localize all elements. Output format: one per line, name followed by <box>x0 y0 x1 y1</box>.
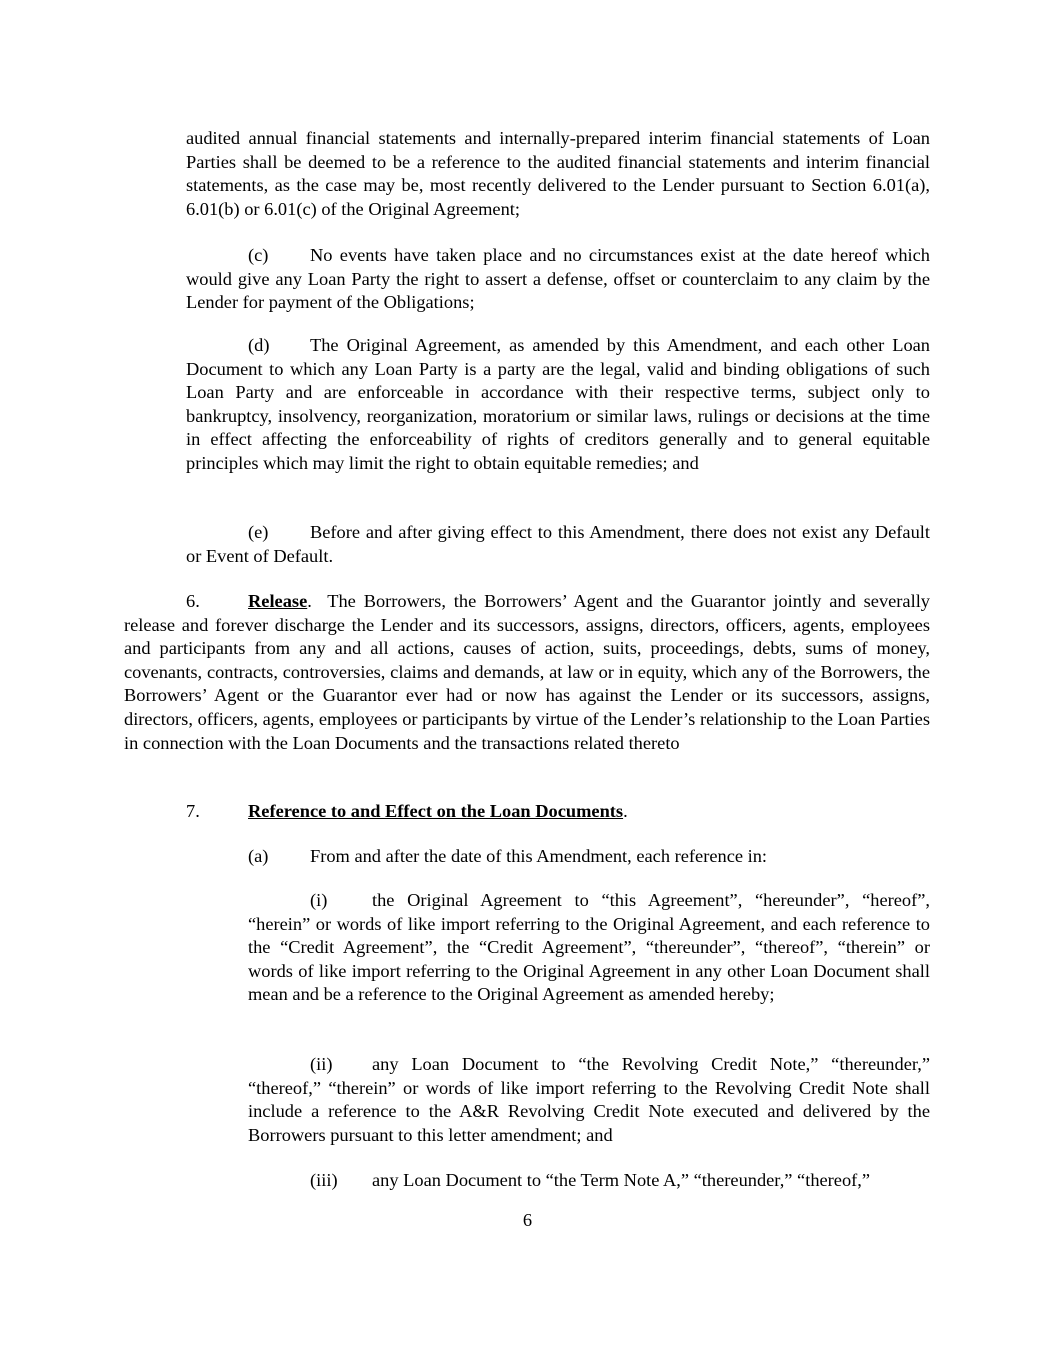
section-7-heading: Reference to and Effect on the Loan Documents <box>248 801 624 821</box>
section-7-paragraph-a <box>248 845 930 869</box>
paragraph-e <box>186 521 930 568</box>
item-i <box>248 889 930 1007</box>
paragraph-c-marker: (c) <box>248 245 269 265</box>
paragraph-e-marker: (e) <box>248 522 269 542</box>
item-iii-marker: (iii) <box>310 1170 338 1190</box>
section-7-number: 7. <box>186 801 200 821</box>
paragraph-b-text: audited annual financial statements and internally-prepared interim financial statements of Loan Parties shall be deemed to be a reference to the audited financial statements and interim financial statements, as the case may be, most recently delivered to the Lender pursuant to Section 6.01(a), 6.01(b) or 6.01(c) of the Original Agreement; <box>186 128 930 219</box>
section-6-heading-punct: . <box>307 591 312 611</box>
item-ii <box>248 1053 930 1147</box>
section-6-number: 6. <box>186 591 200 611</box>
paragraph-d <box>186 334 930 476</box>
item-iii <box>248 1169 930 1193</box>
section-6-release <box>124 590 930 755</box>
paragraph-d-text: The Original Agreement, as amended by this Amendment, and each other Loan Document to which any Loan Party is a party are the legal, valid and binding obligations of such Loan Party and are enforceable in accordance with their respective terms, subject only to bankruptcy, insolvency, reorganization, moratorium or similar laws, rulings or decisions at the time in effect affecting the enforceability of rights of creditors generally and to general equitable principles which may limit the right to obtain equitable remedies; and <box>186 335 930 473</box>
section-6-heading: Release <box>248 591 308 611</box>
paragraph-d-marker: (d) <box>248 335 270 355</box>
item-ii-marker: (ii) <box>310 1054 333 1074</box>
paragraph-e-text: Before and after giving effect to this Amendment, there does not exist any Default or Event of Default. <box>186 522 930 566</box>
section-7-heading-line <box>186 800 930 824</box>
section-6-text: The Borrowers, the Borrowers’ Agent and the Guarantor jointly and severally release and forever discharge the Lender and its successors, assigns, directors, officers, agents, employees and participants from any and all actions, causes of action, suits, proceedings, debts, sums of money, covenants, contracts, controversies, claims and demands, at law or in equity, which any of the Borrowers, the Borrowers’ Agent or the Guarantor ever had or now has against the Lender or its successors, assigns, directors, officers, agents, employees or participants by virtue of the Lender’s relationship to the Loan Parties in connection with the Loan Documents and the transactions related thereto <box>124 591 931 753</box>
paragraph-c <box>186 244 930 315</box>
paragraph-c-text: No events have taken place and no circumstances exist at the date hereof which would give any Loan Party the right to assert a defense, offset or counterclaim to any claim by the Lender for payment of the Obligations; <box>186 245 930 313</box>
page-number: 6 <box>522 1210 533 1230</box>
paragraph-a-text: From and after the date of this Amendment, each reference in: <box>310 846 768 866</box>
paragraph-a-marker: (a) <box>248 846 269 866</box>
item-iii-text: any Loan Document to “the Term Note A,” “thereunder,” “thereof,” <box>372 1170 871 1190</box>
item-i-text: the Original Agreement to “this Agreement”, “hereunder”, “hereof”, “herein” or words of like import referring to the Original Agreement, and each reference to the “Credit Agreement”, the “Credit Agreement”, “thereunder”, “thereof”, “therein” or words of like import referring to the Original Agreement in any other Loan Document shall mean and be a reference to the Original Agreement as amended hereby; <box>248 890 930 1005</box>
section-7-heading-punct: . <box>623 801 628 821</box>
item-ii-text: any Loan Document to “the Revolving Credit Note,” “thereunder,” “thereof,” “therein” or words of like import referring to the Revolving Credit Note shall include a reference to the A&R Revolving Credit Note executed and delivered by the Borrowers pursuant to this letter amendment; and <box>248 1054 930 1145</box>
paragraph-b-continuation <box>186 127 930 221</box>
item-i-marker: (i) <box>310 890 328 910</box>
